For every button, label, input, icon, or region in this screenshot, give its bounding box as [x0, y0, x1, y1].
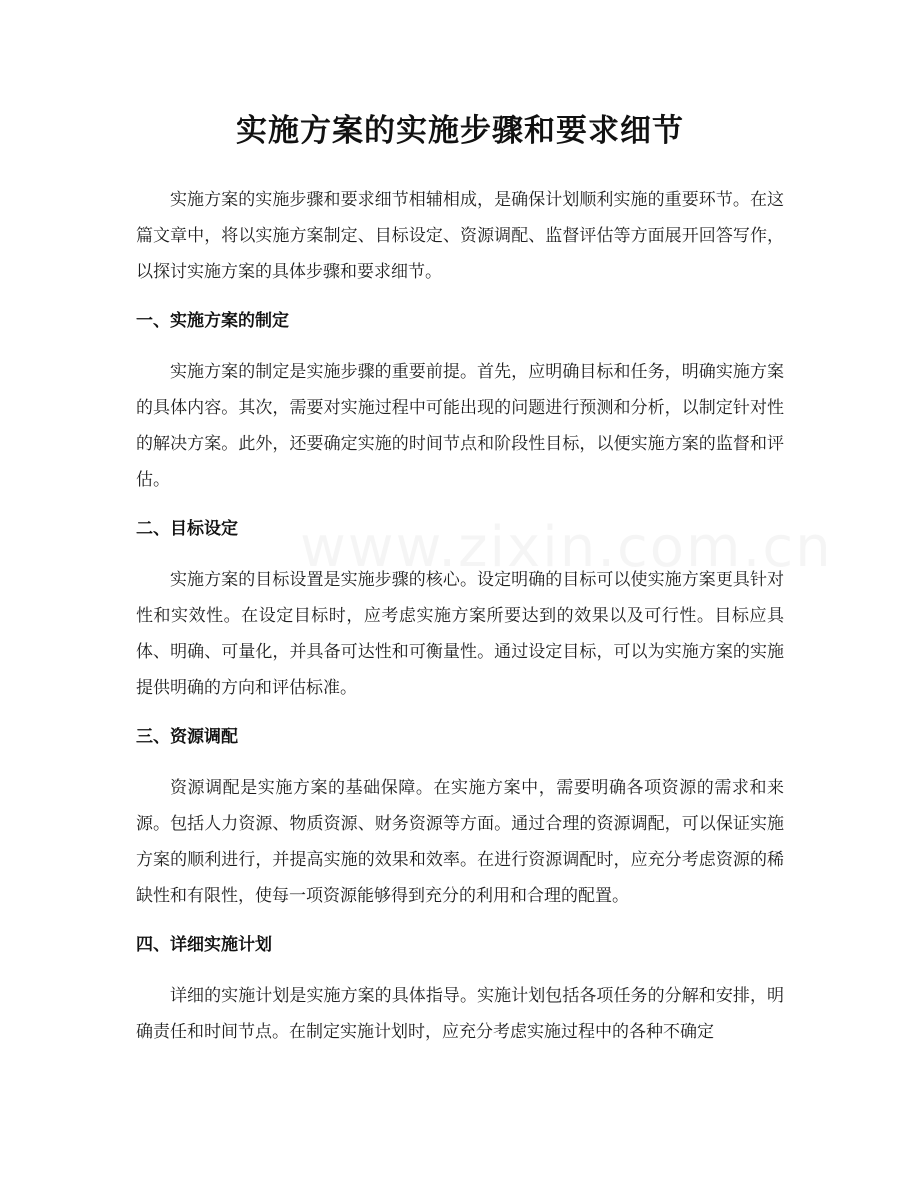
section-heading-3: 三、资源调配	[136, 727, 238, 747]
intro-paragraph: 实施方案的实施步骤和要求细节相辅相成，是确保计划顺利实施的重要环节。在这篇文章中，将以实施方案制定、目标设定、资源调配、监督评估等方面展开回答写作，以探讨实施方案的具体步骤和要求细节。	[136, 190, 784, 282]
section-heading-4: 四、详细实施计划	[136, 935, 272, 955]
section-body-4: 详细的实施计划是实施方案的具体指导。实施计划包括各项任务的分解和安排，明确责任和时间节点。在制定实施计划时，应充分考虑实施过程中的各种不确定	[136, 986, 784, 1042]
section-body-1: 实施方案的制定是实施步骤的重要前提。首先，应明确目标和任务，明确实施方案的具体内容。其次，需要对实施过程中可能出现的问题进行预测和分析，以制定针对性的解决方案。此外，还要确定实施的时间节点和阶段性目标，以便实施方案的监督和评估。	[136, 362, 784, 490]
document-title: 实施方案的实施步骤和要求细节	[236, 113, 684, 149]
section-body-2: 实施方案的目标设置是实施步骤的核心。设定明确的目标可以使实施方案更具针对性和实效性。在设定目标时，应考虑实施方案所要达到的效果以及可行性。目标应具体、明确、可量化，并具备可达性和可衡量性。通过设定目标，可以为实施方案的实施提供明确的方向和评估标准。	[136, 570, 784, 698]
section-heading-1: 一、实施方案的制定	[136, 311, 289, 331]
section-heading-2: 二、目标设定	[136, 519, 238, 539]
section-body-3: 资源调配是实施方案的基础保障。在实施方案中，需要明确各项资源的需求和来源。包括人力资源、物质资源、财务资源等方面。通过合理的资源调配，可以保证实施方案的顺利进行，并提高实施的效果和效率。在进行资源调配时，应充分考虑资源的稀缺性和有限性，使每一项资源能够得到充分的利用和合理的配置。	[136, 778, 784, 906]
